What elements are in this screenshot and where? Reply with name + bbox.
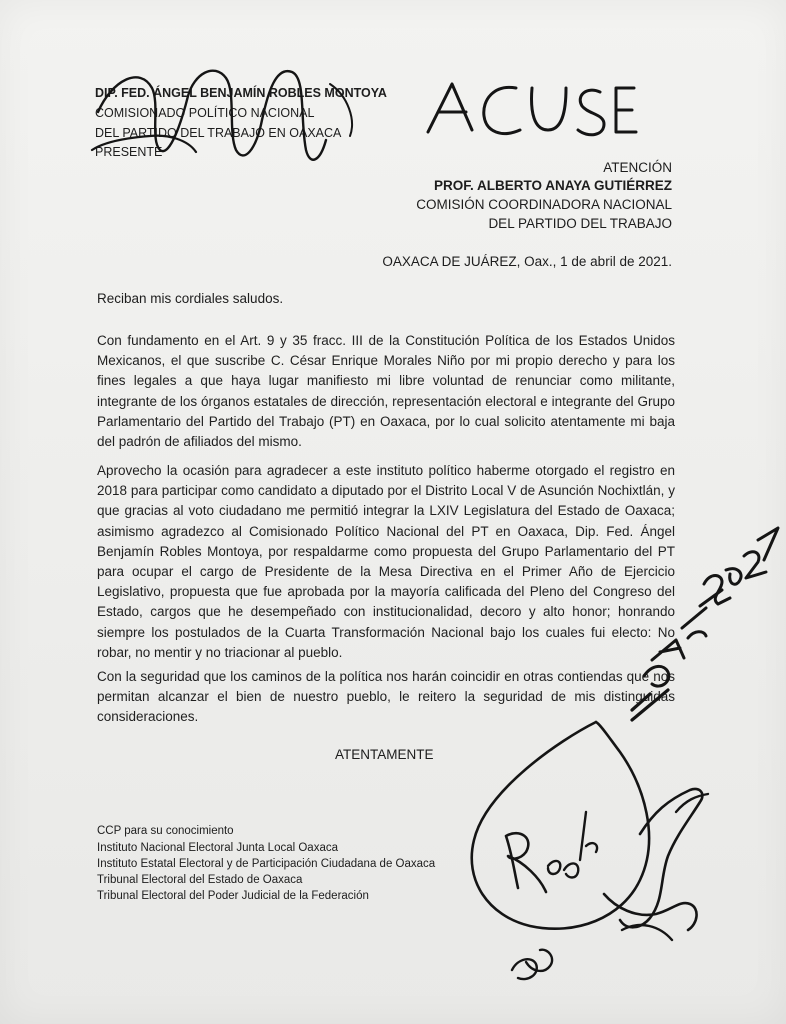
ccp-item: Instituto Nacional Electoral Junta Local Oaxaca: [97, 842, 338, 854]
paragraph-3: Con la seguridad que los caminos de la política nos harán coincidir en otras contiendas que nos permitan alcanzar el bien de nuestro pueblo, le reitero la seguridad de mis distinguidas consideraciones.: [97, 669, 675, 725]
ccp-item: Instituto Estatal Electoral y de Participación Ciudadana de Oaxaca: [97, 858, 436, 870]
ccp-item: Tribunal Electoral del Estado de Oaxaca: [97, 874, 303, 886]
ccp-item: Tribunal Electoral del Poder Judicial de la Federación: [97, 890, 369, 902]
acuse-text: ACUSE: [430, 83, 585, 137]
greeting: Reciban mis cordiales saludos.: [97, 291, 284, 306]
paragraph-1: Con fundamento en el Art. 9 y 35 fracc. III de la Constitución Política de los Estados Unidos Mexicanos, el que suscribe C. César Enrique Morales Niño por mi propio derecho y para los fines legales a que haya lugar manifiesto mi libre voluntad de renunciar como militante, integrante de los órganos estatales de dirección, representación electoral e integrante del Grupo Parlamentario del Partido del Trabajo (PT) en Oaxaca, por lo cual solicito atentamente mi baja del padrón de afiliados del mismo.: [97, 333, 675, 450]
attention-name: PROF. ALBERTO ANAYA GUTIÉRREZ: [433, 178, 672, 193]
acuse-handwriting: [428, 83, 636, 137]
attention-label: ATENCIÓN: [603, 160, 672, 175]
bottom-signature: [472, 722, 708, 979]
paragraph-2: Aprovecho la ocasión para agradecer a este instituto político haberme otorgado el registro en 2018 para participar como candidato a diputado por el Distrito Local V de Asunción Nochixtlán, y que gracias al voto ciudadano me permitió integrar la LXIV Legislatura del Estado de Oaxaca; asimismo agradezco al Comisionado Político Nacional del PT en Oaxaca, Dip. Fed. Ángel Benjamín Robles Montoya, por respaldarme como propuesta del Grupo Parlamentario del PT para ocupar el cargo de Presidente de la Mesa Directiva en el Primer Año de Ejercicio Legislativo, propuesta que fue aprobada por la mayoría calificada del Pleno del Congreso del Estado, cargos que he desempeñado con institucionalidad, decoro y alto honor; honrando siempre los postulados de la Cuarta Transformación Nacional bajo los cuales fui electo: No robar, no mentir y no triacionar al pueblo.: [97, 463, 675, 660]
closing: ATENTAMENTE: [335, 747, 434, 762]
recipient-line-4: PRESENTE: [95, 145, 163, 159]
recipient-line-1: DIP. FED. ÁNGEL BENJAMÍN ROBLES MONTOYA: [95, 86, 387, 100]
ccp-heading: CCP para su conocimiento: [97, 825, 234, 837]
recipient-line-3: DEL PARTIDO DEL TRABAJO EN OAXACA: [95, 126, 342, 140]
place-date: OAXACA DE JUÁREZ, Oax., 1 de abril de 2021.: [382, 254, 672, 269]
attention-role-2: DEL PARTIDO DEL TRABAJO: [488, 216, 672, 231]
attention-role-1: COMISIÓN COORDINADORA NACIONAL: [416, 197, 672, 212]
recipient-line-2: COMISIONADO POLÍTICO NACIONAL: [95, 106, 315, 120]
